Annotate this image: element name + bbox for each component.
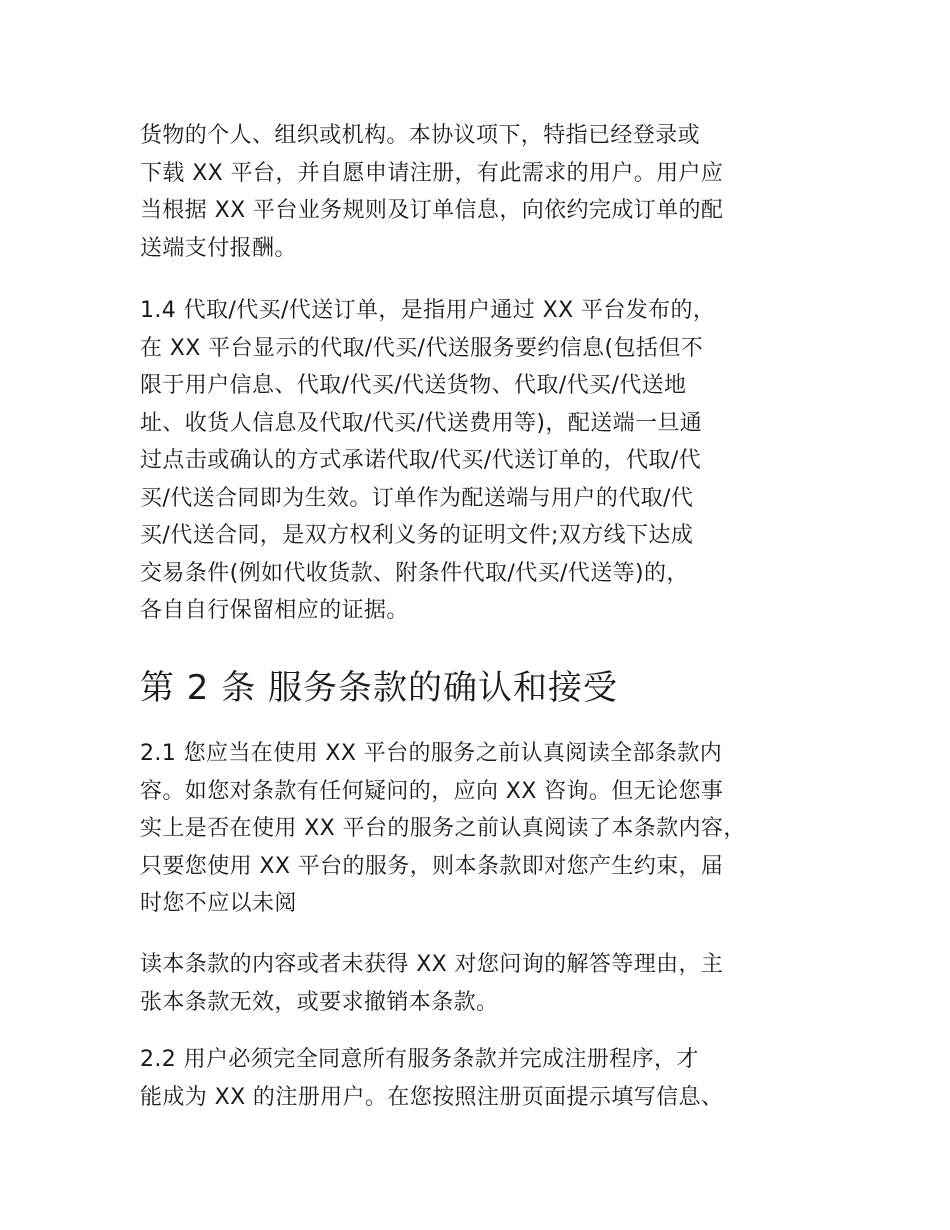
text-line: 只要您使用 XX 平台的服务，则本条款即对您产生约束，届	[140, 853, 724, 879]
text-line: 送端支付报酬。	[140, 235, 297, 261]
text-line: 2.2 用户必须完全同意所有服务条款并完成注册程序，才	[140, 1047, 699, 1072]
text-line: 址、收货人信息及代取/代买/代送费用等)，配送端一旦通	[140, 410, 703, 436]
text-line: 当根据 XX 平台业务规则及订单信息，向依约完成订单的配	[140, 198, 724, 223]
text-line: 时您不应以未阅	[140, 891, 297, 916]
paragraph-user-definition	[140, 117, 723, 267]
text-line: 张本条款无效，或要求撤销本条款。	[140, 989, 499, 1015]
section-heading: 第 2 条 服务条款的确认和接受	[140, 668, 619, 708]
text-line: 买/代送合同，是双方权利义务的证明文件;双方线下达成	[140, 523, 694, 548]
text-line: 容。如您对条款有任何疑问的，应向 XX 咨询。但无论您事	[140, 778, 724, 804]
paragraph-1-4-order-definition	[140, 292, 715, 630]
text-line: 下载 XX 平台，并自愿申请注册，有此需求的用户。用户应	[140, 160, 724, 186]
text-line: 各自自行保留相应的证据。	[140, 598, 409, 623]
text-line: 实上是否在使用 XX 平台的服务之前认真阅读了本条款内容，	[140, 816, 746, 841]
text-line: 1.4 代取/代买/代送订单，是指用户通过 XX 平台发布的，	[140, 298, 716, 323]
text-line: 能成为 XX 的注册用户。在您按照注册页面提示填写信息、	[140, 1084, 724, 1110]
paragraph-2-1-continued	[140, 946, 723, 1021]
paragraph-2-2-registration	[140, 1041, 723, 1116]
text-line: 读本条款的内容或者未获得 XX 对您问询的解答等理由，主	[140, 952, 724, 977]
text-line: 货物的个人、组织或机构。本协议项下，特指已经登录或	[140, 123, 701, 148]
text-line: 过点击或确认的方式承诺代取/代买/代送订单的，代取/代	[140, 448, 702, 473]
text-line: 交易条件(例如代收货款、附条件代取/代买/代送等)的，	[140, 560, 689, 586]
text-line: 买/代送合同即为生效。订单作为配送端与用户的代取/代	[140, 485, 694, 511]
paragraph-2-1-read-terms	[140, 735, 746, 923]
text-line: 在 XX 平台显示的代取/代买/代送服务要约信息(包括但不	[140, 335, 704, 361]
text-line: 2.1 您应当在使用 XX 平台的服务之前认真阅读全部条款内	[140, 741, 723, 766]
text-line: 限于用户信息、代取/代买/代送货物、代取/代买/代送地	[140, 373, 687, 398]
